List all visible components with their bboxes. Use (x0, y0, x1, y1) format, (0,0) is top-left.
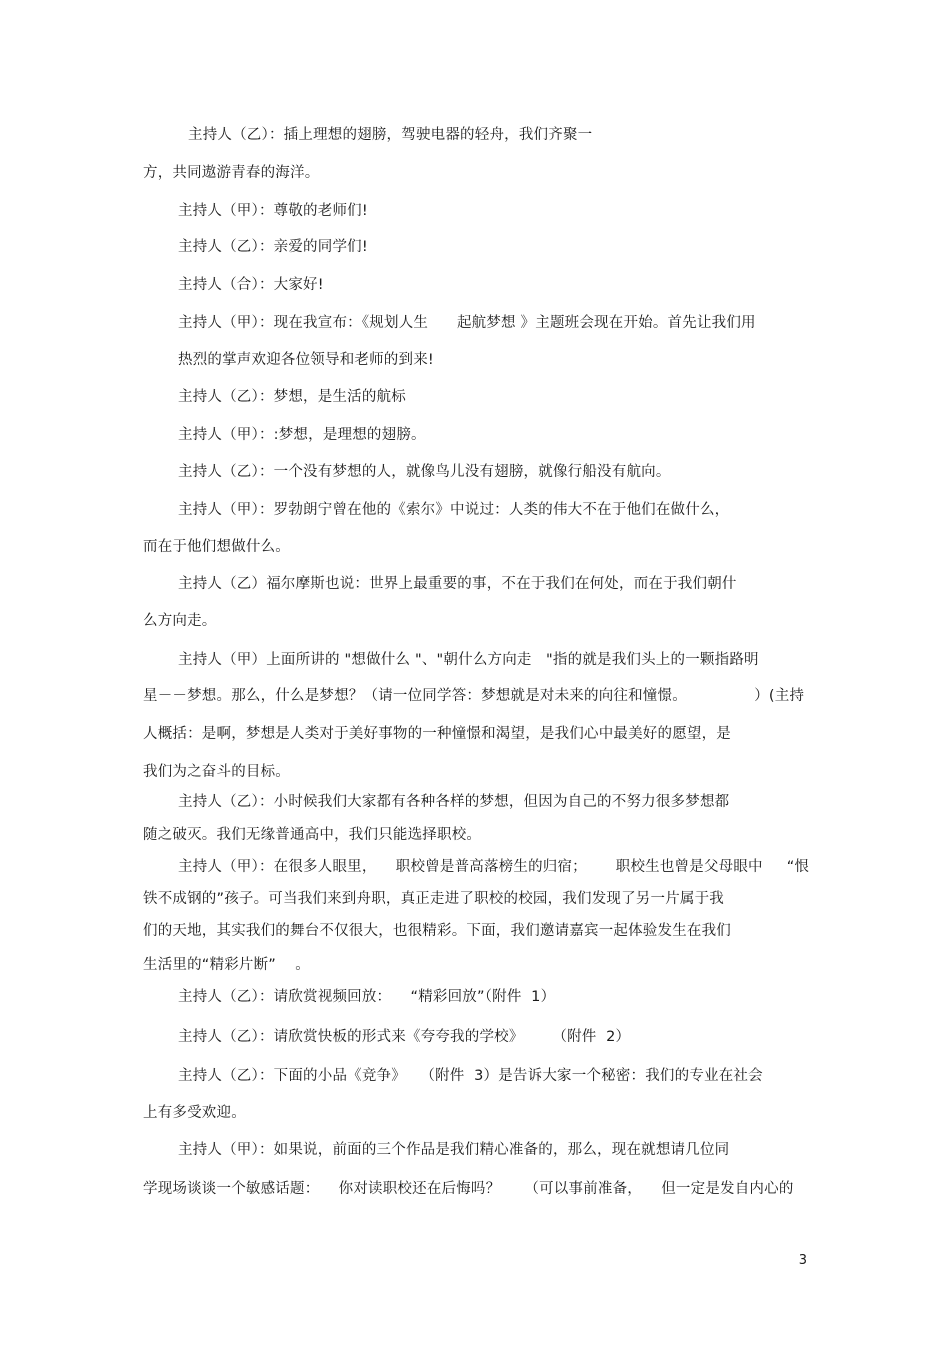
text-line: 生活里的“精彩片断” 。 (143, 957, 310, 973)
text-line: 我们为之奋斗的目标。 (143, 764, 290, 780)
text-line: 主持人（甲）上面所讲的 "想做什么 "、"朝什么方向走 "指的就是我们头上的一颗指路明 (178, 652, 759, 668)
text-line: 主持人（甲）：罗勃朗宁曾在他的《索尔》中说过：人类的伟大不在于他们在做什么， (178, 502, 730, 518)
text-line: 主持人（合）：大家好! (178, 277, 324, 293)
text-line: 主持人（甲）：在很多人眼里， 职校曾是普高落榜生的归宿； 职校生也曾是父母眼中 “恨 (178, 859, 810, 875)
text-line: 随之破灭。我们无缘普通高中，我们只能选择职校。 (143, 827, 482, 843)
text-line: 主持人（乙）：一个没有梦想的人，就像鸟儿没有翅膀，就像行船没有航向。 (178, 464, 671, 480)
text-line: 主持人（乙）：梦想，是生活的航标 (178, 389, 406, 405)
text-line: 星－－梦想。那么，什么是梦想？（请一位同学答：梦想就是对未来的向往和憧憬。 ）(主持 (143, 688, 805, 704)
text-line: 主持人（乙）：请欣赏视频回放： “精彩回放”（附件 1） (178, 989, 556, 1005)
text-line: 主持人（乙）：亲爱的同学们! (178, 239, 368, 255)
text-line: 方，共同遨游青春的海洋。 (143, 165, 320, 181)
text-line: 铁不成钢的”孩子。可当我们来到舟职，真正走进了职校的校园，我们发现了另一片属于我 (143, 891, 725, 907)
text-line: 么方向走。 (143, 613, 217, 629)
page-number: 3 (798, 1253, 807, 1268)
text-line: 主持人（甲）：现在我宣布：《规划人生 起航梦想 》主题班会现在开始。首先让我们用 (178, 315, 756, 331)
text-line: 主持人（乙）：请欣赏快板的形式来《夸夸我的学校》 （附件 2） (178, 1029, 631, 1045)
text-line: 主持人（乙）：下面的小品《竞争》 （附件 3）是告诉大家一个秘密：我们的专业在社会 (178, 1068, 763, 1084)
text-line: 主持人（乙）：小时候我们大家都有各种各样的梦想，但因为自己的不努力很多梦想都 (178, 794, 730, 810)
text-line: 们的天地，其实我们的舞台不仅很大，也很精彩。下面，我们邀请嘉宾一起体验发生在我们 (143, 923, 731, 939)
text-line: 主持人（甲）：尊敬的老师们! (178, 203, 368, 219)
text-line: 热烈的掌声欢迎各位领导和老师的到来! (178, 352, 434, 368)
text-line: 人概括：是啊，梦想是人类对于美好事物的一种憧憬和渴望，是我们心中最美好的愿望，是 (143, 726, 731, 742)
text-line: 主持人（乙）福尔摩斯也说：世界上最重要的事，不在于我们在何处，而在于我们朝什 (178, 576, 737, 592)
text-line: 主持人（甲）：如果说，前面的三个作品是我们精心准备的，那么，现在就想请几位同 (178, 1142, 730, 1158)
text-line: 而在于他们想做什么。 (143, 539, 290, 555)
text-line: 主持人（甲）：:梦想，是理想的翅膀。 (178, 427, 426, 443)
text-line: 主持人（乙）：插上理想的翅膀，驾驶电器的轻舟，我们齐聚一 (188, 127, 593, 143)
text-line: 上有多受欢迎。 (143, 1105, 246, 1121)
text-line: 学现场谈谈一个敏感话题： 你对读职校还在后悔吗？ （可以事前准备， 但一定是发自内心的 (143, 1181, 794, 1197)
